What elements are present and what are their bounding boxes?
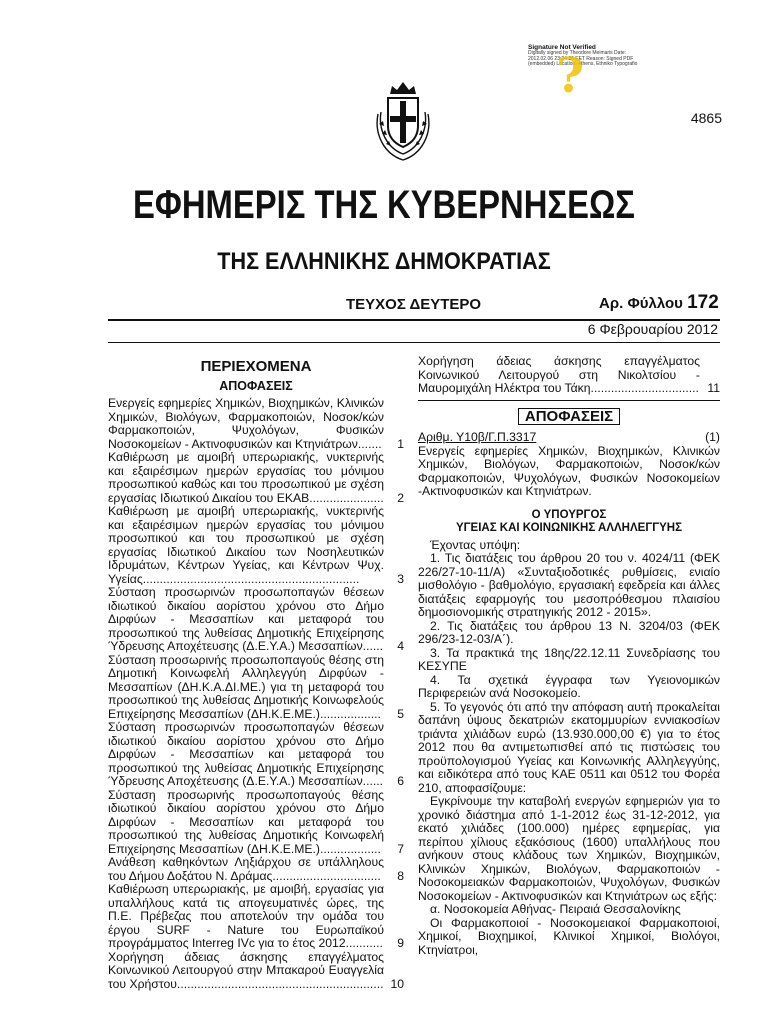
- contents-entry[interactable]: Ενεργείς εφημερίες Χημικών, Βιοχημικών, Κλινικών Χημικών, Βιολόγων, Φαρμακοποιών, Νοσοκ/κών Φαρμακοποιών, Ψυχολόγων, Φυσικών Νοσοκομείων - Ακτινοφυσικών και Κτηνιάτρων....... 1: [108, 397, 404, 451]
- decision-reference: [418, 431, 720, 445]
- decision-ref-number: (1): [705, 430, 720, 444]
- contents-entry[interactable]: Καθιέρωση υπερωριακής, με αμοιβή, εργασίας για υπαλλήλους κατά τις απογευματινές ώρες, της Π.Ε. Πρέβεζας που αποτελούν την ομάδα του έργου SURF - Nature του Ευρωπαϊκού προγράμματος Interreg IVc για το έτος 2012........... 9: [108, 883, 404, 950]
- header-rule-bottom: [108, 342, 720, 343]
- contents-entry-continued[interactable]: Χορήγηση άδειας άσκησης επαγγέλματος Κοινωνικού Λειτουργού στη Νικολτσίου - Μαυρομιχάλη Ηλέκτρα του Τάκη................................ 11: [418, 355, 720, 395]
- contents-entry[interactable]: Σύσταση προσωρινής προσωποπαγούς θέσης στη Δημοτική Κοινωφελή Αλληλεγγύη Διρφύων - Μεσσαπίων (ΔΗ.Κ.Α.ΔΙ.ΜΕ.) για τη μεταφορά του προσωπικού της λυθείσας Δημοτικής Κοινωφελούς Επιχείρησης Μεσσαπίων (ΔΗ.Κ.Ε.ΜΕ.).................. 5: [108, 653, 404, 721]
- authority-line-2: ΥΓΕΙΑΣ ΚΑΙ ΚΟΙΝΩΝΙΚΗΣ ΑΛΛΗΛΕΓΓΥΗΣ: [455, 522, 683, 534]
- decisions-column: [418, 355, 720, 957]
- table-of-contents: [108, 360, 404, 991]
- sheet-label: Αρ. Φύλλου: [599, 295, 683, 312]
- contents-entry-page: 10: [390, 976, 404, 991]
- contents-entry-page: 3: [397, 571, 404, 586]
- regard-item-2: 2. Τις διατάξεις του άρθρου 13 Ν. 3204/03 (ΦΕΚ 296/23-12-03/Α΄).: [418, 618, 720, 646]
- page-number: 4865: [690, 110, 722, 126]
- contents-entry-page: 4: [397, 639, 404, 653]
- greek-coat-of-arms-icon: [368, 74, 438, 164]
- contents-entry-page: 2: [397, 490, 404, 505]
- authority-line-1: Ο ΥΠΟΥΡΓΟΣ: [531, 508, 607, 521]
- contents-entry[interactable]: Σύσταση προσωρινής προσωποπαγούς θέσης ιδιωτικού δικαίου αορίστου χρόνου στο Δήμο Διρφύων - Μεσσαπίων και μεταφορά του προσωπικού της λυθείσας Δημοτικής Κοινωφελή Επιχείρησης Μεσσαπίων (ΔΗ.Κ.Ε.ΜΕ.).................. 7: [108, 788, 404, 856]
- contents-subheading: ΑΠΟΦΑΣΕΙΣ: [219, 378, 293, 393]
- sheet-number-value: 172: [687, 292, 719, 313]
- regard-item-1: 1. Τις διατάξεις του άρθρου 20 του ν. 4024/11 (ΦΕΚ 226/27-10-11/Α) «Συνταξιοδοτικές ρυθμίσεις, ενιαίο μισθολόγιο - βαθμολόγιο, εργασιακή εφεδρεία και άλλες διατάξεις εφαρμογής του μεσοπρόθεσμου πλαισίου δημοσιονομικής στρατηγικής 2012 - 2015».: [418, 551, 720, 619]
- contents-entry-page: 1: [397, 436, 404, 451]
- contents-entry-page: 9: [397, 936, 404, 950]
- decisions-heading: ΑΠΟΦΑΣΕΙΣ: [518, 408, 620, 426]
- regard-item-5: 5. Το γεγονός ότι από την απόφαση αυτή προκαλείται δαπάνη ύψους δεκατριών εκατομμυρίων εννιακοσίων τριάντα χιλιάδων ευρώ (13.930.000,00 €) για το έτος 2012 που θα αντιμετωπισθεί από τις πιστώσεις του προϋπολογισμού Υγείας και Κοινωνικής Αλληλεγγύης, και ειδικότερα από τους ΚΑΕ 0511 και 0512 του Φορέα 210, αποφασίζουμε:: [418, 699, 720, 795]
- contents-entry-text: Σύσταση προσωρινής προσωποπαγούς θέσης ιδιωτικού δικαίου αορίστου χρόνου στο Δήμο Διρφύων - Μεσσαπίων και μεταφορά του προσωπικού της λυθείσας Δημοτικής Κοινωφελή Επιχείρησης Μεσσαπίων (ΔΗ.Κ.Ε.ΜΕ.).: [108, 788, 384, 856]
- contents-entry-page: 8: [397, 868, 404, 883]
- signature-status: Signature Not Verified: [528, 44, 596, 51]
- contents-entry-text: Σύσταση προσωρινών προσωποπαγών θέσεων ιδιωτικού δικαίου αορίστου χρόνου στο Δήμο Διρφύων - Μεσσαπίων και μεταφορά του προσωπικού της λυθείσας Δημοτικής Επιχείρησης Ύδρευσης Αποχέτευσης (Δ.Ε.Υ.Α.) Μεσσαπίων.: [108, 721, 384, 788]
- decision-subject: Ενεργείς εφημερίες Χημικών, Βιοχημικών, Κλινικών Χημικών, Βιολόγων, Φαρμακοποιών, Νοσοκ/κών Φαρμακοποιών, Ψυχολόγων, Φυσικών Νοσοκομείων -Ακτινοφυσικών και Κτηνιάτρων.: [418, 443, 720, 498]
- last-line: Οι Φαρμακοποιοί - Νοσοκομειακοί Φαρμακοποιοί, Χημικοί, Βιοχημικοί, Κλινικοί Χημικοί, Βιολόγοι, Κτηνίατροι,: [418, 915, 720, 957]
- contents-heading: ΠΕΡΙΕΧΟΜΕΝΑ: [200, 358, 312, 375]
- column-rule: [418, 400, 720, 402]
- contents-entry-text: Σύσταση προσωρινών προσωποπαγών θέσεων ιδιωτικού δικαίου αορίστου χρόνου στο Δήμο Διρφύων - Μεσσαπίων και μεταφορά του προσωπικού της λυθείσας Δημοτικής Επιχείρησης Ύδρευσης Αποχέτευσης (Δ.Ε.Υ.Α.) Μεσσαπίων.: [108, 586, 384, 653]
- contents-entry-text: Χορήγηση άδειας άσκησης επαγγέλματος Κοινωνικού Λειτουργού στην Μπακαρού Ευαγγελία του Χρήστου.: [108, 950, 384, 991]
- contents-entry-page: 5: [397, 706, 404, 721]
- contents-entry-page: 6: [397, 774, 404, 788]
- question-mark-icon: ?: [556, 48, 585, 104]
- issue-date: 6 Φεβρουαρίου 2012: [587, 321, 718, 337]
- digital-signature-stamp: [528, 44, 638, 106]
- decision-ref: Αριθμ. Υ10β/Γ.Π.3317: [418, 430, 537, 444]
- contents-entry-page: 11: [707, 381, 720, 395]
- contents-entry-text: Καθιέρωση με αμοιβή υπερωριακής, νυκτερινής και εξαιρέσιμων ημερών εργασίας του μόνιμου προσωπικού καθώς και του προσωπικού με σχέση εργασίας Ιδιωτικού Δικαίου του ΕΚΑΒ.: [108, 451, 384, 505]
- contents-entry-page: 7: [397, 841, 404, 856]
- gazette-subtitle: ΤΗΣ ΕΛΛΗΝΙΚΗΣ ΔΗΜΟΚΡΑΤΙΑΣ: [217, 248, 551, 275]
- contents-entry[interactable]: Καθιέρωση με αμοιβή υπερωριακής, νυκτερινής και εξαιρέσιμων ημερών εργασίας του μόνιμου προσωπικού και του προσωπικού με σχέση εργασίας Ιδιωτικού Δικαίου των Νοσηλευτικών Ιδρυμάτων, Κέντρων Υγείας, και Κέντρων Ψυχ. Υγείας................................................................ 3: [108, 505, 404, 586]
- approval-text: Εγκρίνουμε την καταβολή ενεργών εφημεριών για το χρονικό διάστημα από 1-1-2012 έως 31-12-2012, για εκατό χιλιάδες (100.000) ημέρες εφημερίας, για περίπου χίλιους εξακόσιους (1600) υπαλλήλους που ανήκουν στους κλάδους των Χημικών, Βιοχημικών, Κλινικών Χημικών, Βιολόγων, Φαρμακοποιών - Νοσοκομειακών Φαρμακοποιών, Ψυχολόγων, Φυσικών Νοσοκομείων - Ακτινοφυσικών και Κτηνιάτρων ως εξής:: [418, 794, 720, 903]
- issue-type: ΤΕΥΧΟΣ ΔΕΥΤΕΡΟ: [346, 296, 482, 313]
- contents-entry-text: Χορήγηση άδειας άσκησης επαγγέλματος Κοινωνικού Λειτουργού στη Νικολτσίου - Μαυρομιχάλη Ηλέκτρα του Τάκη.: [418, 355, 700, 395]
- contents-entry-text: Ανάθεση καθηκόντων Ληξιάρχου σε υπάλληλους του Δήμου Δοξάτου Ν. Δράμας: [108, 856, 384, 883]
- having-regard: Έχοντας υπόψη:: [430, 537, 521, 552]
- section-a: α. Νοσοκομεία Αθήνας- Πειραιά Θεσσαλονίκης: [430, 902, 681, 916]
- contents-entry-text: Καθιέρωση υπερωριακής, με αμοιβή, εργασίας για υπαλλήλους κατά τις απογευματινές ώρες, της Π.Ε. Πρέβεζας που αποτελούν την ομάδα του έργου SURF - Nature του Ευρωπαϊκού προγράμματος Interreg IVc για το έτος 2012.: [108, 883, 384, 950]
- contents-entry[interactable]: Χορήγηση άδειας άσκησης επαγγέλματος Κοινωνικού Λειτουργού στην Μπακαρού Ευαγγελία του Χρήστου............................................................. 10: [108, 950, 404, 991]
- contents-entry-text: Καθιέρωση με αμοιβή υπερωριακής, νυκτερινής και εξαιρέσιμων ημερών εργασίας του μόνιμου προσωπικού και του προσωπικού με σχέση εργασίας Ιδιωτικού Δικαίου των Νοσηλευτικών Ιδρυμάτων, Κέντρων Υγείας, και Κέντρων Ψυχ. Υγείας: [108, 505, 384, 586]
- contents-list: [108, 397, 404, 991]
- regard-item-4: 4. Τα σχετικά έγγραφα των Υγειονομικών Περιφερειών ανά Νοσοκομείο.: [418, 672, 720, 700]
- contents-entry[interactable]: Ανάθεση καθηκόντων Ληξιάρχου σε υπάλληλους του Δήμου Δοξάτου Ν. Δράμας................................ 8: [108, 856, 404, 883]
- contents-entry[interactable]: Σύσταση προσωρινών προσωποπαγών θέσεων ιδιωτικού δικαίου αορίστου χρόνου στο Δήμο Διρφύων - Μεσσαπίων και μεταφορά του προσωπικού της λυθείσας Δημοτικής Επιχείρησης Ύδρευσης Αποχέτευσης (Δ.Ε.Υ.Α.) Μεσσαπίων...... 4: [108, 586, 404, 653]
- regard-item-3: 3. Τα πρακτικά της 18ης/22.12.11 Συνεδρίασης του ΚΕΣΥΠΕ: [418, 645, 720, 673]
- contents-entry-text: Σύσταση προσωρινής προσωποπαγούς θέσης στη Δημοτική Κοινωφελή Αλληλεγγύη Διρφύων - Μεσσαπίων (ΔΗ.Κ.Α.ΔΙ.ΜΕ.) για τη μεταφορά του προσωπικού της λυθείσας Δημοτικής Κοινωφελούς Επιχείρησης Μεσσαπίων (ΔΗ.Κ.Ε.ΜΕ.).: [108, 653, 384, 721]
- sheet-number: [599, 292, 719, 314]
- gazette-title: ΕΦΗΜΕΡΙΣ ΤΗΣ ΚΥΒΕΡΝΗΣΕΩΣ: [133, 183, 635, 227]
- contents-entry-text: Ενεργείς εφημερίες Χημικών, Βιοχημικών, Κλινικών Χημικών, Βιολόγων, Φαρμακοποιών, Νοσοκ/κών Φαρμακοποιών, Ψυχολόγων, Φυσικών Νοσοκομείων - Ακτινοφυσικών και Κτηνιάτρων.: [108, 397, 384, 451]
- contents-entry[interactable]: Σύσταση προσωρινών προσωποπαγών θέσεων ιδιωτικού δικαίου αορίστου χρόνου στο Δήμο Διρφύων - Μεσσαπίων και μεταφορά του προσωπικού της λυθείσας Δημοτικής Επιχείρησης Ύδρευσης Αποχέτευσης (Δ.Ε.Υ.Α.) Μεσσαπίων...... 6: [108, 721, 404, 788]
- signature-details: Digitally signed by Theodore Meimaris Date: 2012.02.06 23:24:26 EET Reason: Signed PDF (embedded) Location: Athens, Ethniko Typografio: [528, 50, 638, 68]
- contents-entry[interactable]: Καθιέρωση με αμοιβή υπερωριακής, νυκτερινής και εξαιρέσιμων ημερών εργασίας του μόνιμου προσωπικού καθώς και του προσωπικού με σχέση εργασίας Ιδιωτικού Δικαίου του ΕΚΑΒ...................... 2: [108, 451, 404, 505]
